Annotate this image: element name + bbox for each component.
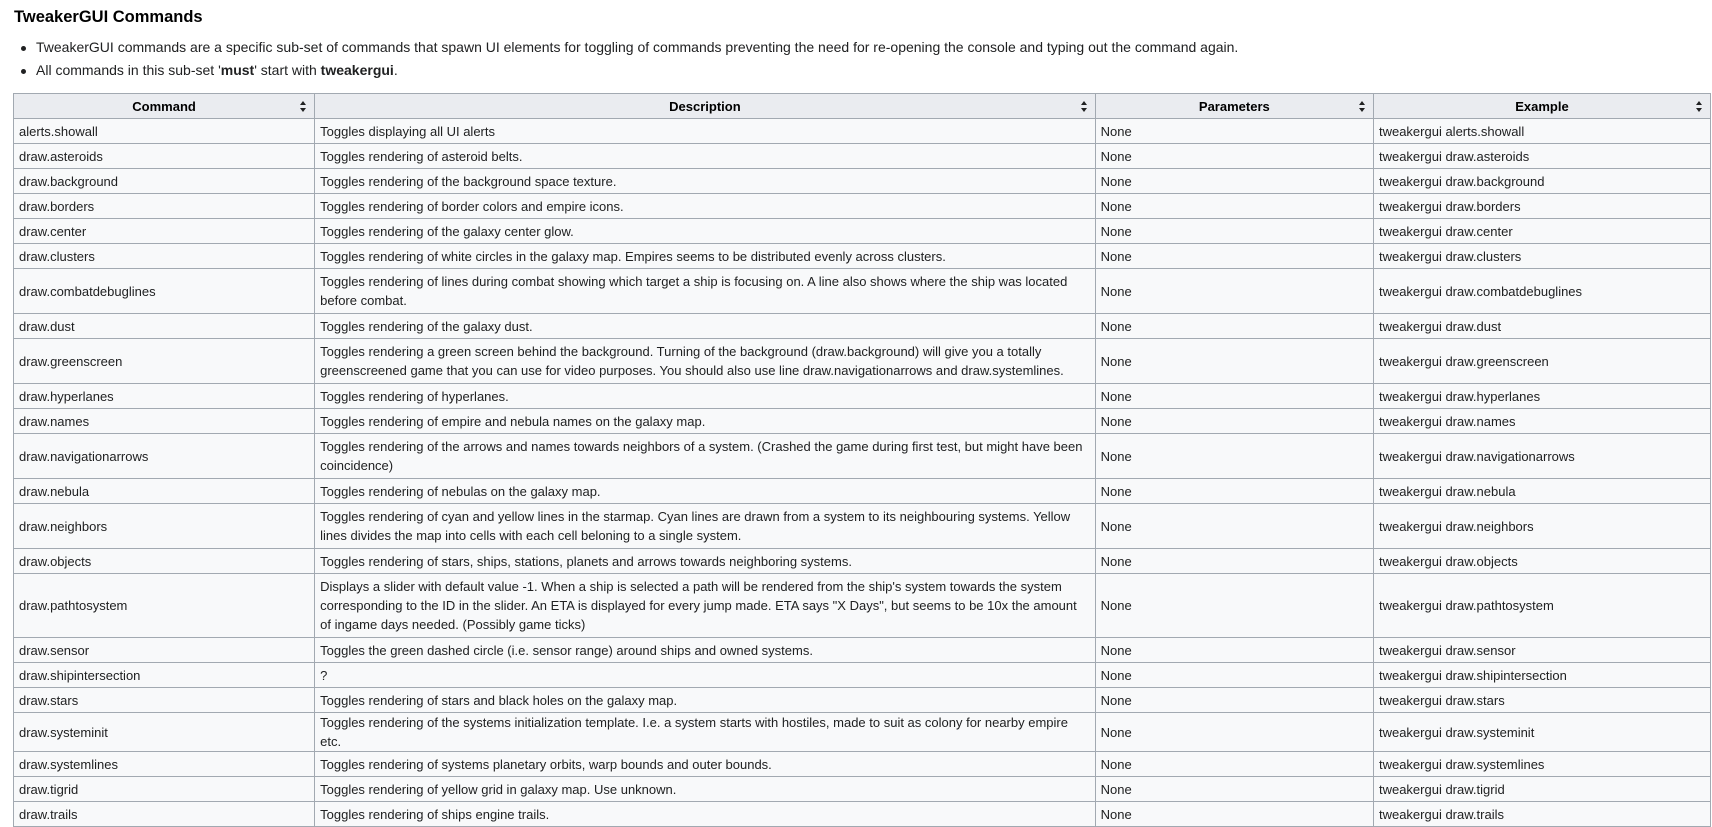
command-cell: draw.systeminit	[14, 713, 315, 752]
column-header-label: Parameters	[1198, 98, 1270, 114]
parameters-cell: None	[1095, 663, 1373, 688]
example-cell: tweakergui draw.systeminit	[1373, 713, 1710, 752]
command-cell: draw.names	[14, 409, 315, 434]
description-cell: Toggles rendering of systems planetary orbits, warp bounds and outer bounds.	[315, 752, 1096, 777]
example-cell: tweakergui draw.sensor	[1373, 638, 1710, 663]
column-header-label: Command	[132, 98, 196, 114]
table-row	[14, 119, 1711, 144]
table-row	[14, 144, 1711, 169]
column-header-label: Example	[1515, 98, 1569, 114]
example-cell: tweakergui draw.clusters	[1373, 244, 1710, 269]
example-cell: tweakergui draw.asteroids	[1373, 144, 1710, 169]
command-cell: draw.neighbors	[14, 504, 315, 549]
parameters-cell: None	[1095, 409, 1373, 434]
table-row	[14, 384, 1711, 409]
parameters-cell: None	[1095, 549, 1373, 574]
command-cell: draw.navigationarrows	[14, 434, 315, 479]
example-cell: tweakergui draw.trails	[1373, 802, 1710, 827]
example-cell: tweakergui draw.objects	[1373, 549, 1710, 574]
example-cell: tweakergui draw.dust	[1373, 314, 1710, 339]
example-cell: tweakergui draw.neighbors	[1373, 504, 1710, 549]
table-row	[14, 169, 1711, 194]
table-row	[14, 663, 1711, 688]
parameters-cell: None	[1095, 688, 1373, 713]
intro-item	[36, 59, 1238, 82]
table-row	[14, 549, 1711, 574]
command-cell: draw.background	[14, 169, 315, 194]
command-cell: draw.hyperlanes	[14, 384, 315, 409]
description-cell: Toggles rendering of lines during combat showing which target a ship is focusing on. A line also shows where the ship was located before combat.	[315, 269, 1096, 314]
command-cell: draw.nebula	[14, 479, 315, 504]
example-cell: tweakergui draw.names	[1373, 409, 1710, 434]
column-header-command[interactable]	[14, 94, 315, 119]
table-body	[14, 119, 1711, 827]
command-cell: draw.asteroids	[14, 144, 315, 169]
bold-text: tweakergui	[320, 62, 394, 78]
sort-icon[interactable]	[1359, 101, 1366, 112]
commands-table	[13, 93, 1711, 827]
parameters-cell: None	[1095, 144, 1373, 169]
table-row	[14, 504, 1711, 549]
table-row	[14, 479, 1711, 504]
table-row	[14, 219, 1711, 244]
description-cell: Toggles rendering of stars, ships, stations, planets and arrows towards neighboring systems.	[315, 549, 1096, 574]
description-cell: Toggles rendering of cyan and yellow lines in the starmap. Cyan lines are drawn from a system to its neighbouring systems. Yellow lines divides the map into cells with each cell beloning to a single system.	[315, 504, 1096, 549]
example-cell: tweakergui draw.nebula	[1373, 479, 1710, 504]
intro-text: .	[393, 62, 398, 78]
description-cell: Toggles rendering of border colors and empire icons.	[315, 194, 1096, 219]
table-row	[14, 574, 1711, 638]
column-header-example[interactable]	[1373, 94, 1710, 119]
command-cell: draw.sensor	[14, 638, 315, 663]
column-header-label: Description	[669, 98, 741, 114]
description-cell: Toggles rendering a green screen behind the background. Turning of the background (draw.background) will give you a totally greenscreened game that you can use for video purposes. You should also use line draw.navigationarrows and draw.systemlines.	[315, 339, 1096, 384]
parameters-cell: None	[1095, 752, 1373, 777]
example-cell: tweakergui draw.combatdebuglines	[1373, 269, 1710, 314]
table-row	[14, 802, 1711, 827]
table-row	[14, 777, 1711, 802]
example-cell: tweakergui draw.borders	[1373, 194, 1710, 219]
parameters-cell: None	[1095, 314, 1373, 339]
command-cell: draw.systemlines	[14, 752, 315, 777]
example-cell: tweakergui draw.tigrid	[1373, 777, 1710, 802]
example-cell: tweakergui alerts.showall	[1373, 119, 1710, 144]
example-cell: tweakergui draw.navigationarrows	[1373, 434, 1710, 479]
parameters-cell: None	[1095, 119, 1373, 144]
intro-list	[14, 36, 1238, 82]
parameters-cell: None	[1095, 713, 1373, 752]
command-cell: draw.clusters	[14, 244, 315, 269]
intro-text: TweakerGUI commands are a specific sub-set of commands that spawn UI elements for toggling of commands preventing the need for re-opening the console and typing out the command again.	[36, 39, 1239, 55]
parameters-cell: None	[1095, 244, 1373, 269]
parameters-cell: None	[1095, 434, 1373, 479]
table-row	[14, 269, 1711, 314]
description-cell: Toggles rendering of the arrows and names towards neighbors of a system. (Crashed the game during first test, but might have been coincidence)	[315, 434, 1096, 479]
parameters-cell: None	[1095, 479, 1373, 504]
command-cell: draw.tigrid	[14, 777, 315, 802]
intro-text: All commands in this sub-set '	[36, 62, 221, 78]
parameters-cell: None	[1095, 384, 1373, 409]
sort-icon[interactable]	[1081, 101, 1088, 112]
command-cell: draw.center	[14, 219, 315, 244]
example-cell: tweakergui draw.stars	[1373, 688, 1710, 713]
command-cell: draw.dust	[14, 314, 315, 339]
parameters-cell: None	[1095, 339, 1373, 384]
table-row	[14, 434, 1711, 479]
description-cell: Toggles rendering of nebulas on the galaxy map.	[315, 479, 1096, 504]
table-row	[14, 752, 1711, 777]
description-cell: Toggles rendering of the background space texture.	[315, 169, 1096, 194]
description-cell: Toggles rendering of yellow grid in galaxy map. Use unknown.	[315, 777, 1096, 802]
description-cell: Displays a slider with default value -1. When a ship is selected a path will be rendered from the ship's system towards the system corresponding to the ID in the slider. An ETA is displayed for every jump made. ETA says "X Days", but seems to be 10x the amount of ingame days needed. (Possibly game ticks)	[315, 574, 1096, 638]
command-cell: draw.greenscreen	[14, 339, 315, 384]
parameters-cell: None	[1095, 574, 1373, 638]
description-cell: Toggles rendering of the systems initialization template. I.e. a system starts with hostiles, made to suit as colony for nearby empire etc.	[315, 713, 1096, 752]
table-row	[14, 409, 1711, 434]
description-cell: Toggles rendering of the galaxy dust.	[315, 314, 1096, 339]
table-row	[14, 339, 1711, 384]
example-cell: tweakergui draw.pathtosystem	[1373, 574, 1710, 638]
parameters-cell: None	[1095, 802, 1373, 827]
command-cell: draw.stars	[14, 688, 315, 713]
description-cell: Toggles rendering of empire and nebula names on the galaxy map.	[315, 409, 1096, 434]
description-cell: Toggles rendering of white circles in the galaxy map. Empires seems to be distributed evenly across clusters.	[315, 244, 1096, 269]
command-cell: draw.combatdebuglines	[14, 269, 315, 314]
command-cell: draw.objects	[14, 549, 315, 574]
table-row	[14, 194, 1711, 219]
example-cell: tweakergui draw.center	[1373, 219, 1710, 244]
sort-icon[interactable]	[1696, 101, 1703, 112]
parameters-cell: None	[1095, 194, 1373, 219]
command-cell: draw.trails	[14, 802, 315, 827]
parameters-cell: None	[1095, 777, 1373, 802]
description-cell: Toggles rendering of the galaxy center glow.	[315, 219, 1096, 244]
parameters-cell: None	[1095, 638, 1373, 663]
description-cell: Toggles rendering of ships engine trails.	[315, 802, 1096, 827]
command-cell: draw.borders	[14, 194, 315, 219]
sort-icon[interactable]	[300, 101, 307, 112]
parameters-cell: None	[1095, 169, 1373, 194]
example-cell: tweakergui draw.shipintersection	[1373, 663, 1710, 688]
example-cell: tweakergui draw.systemlines	[1373, 752, 1710, 777]
description-cell: Toggles displaying all UI alerts	[315, 119, 1096, 144]
table-header-row	[14, 94, 1711, 119]
description-cell: Toggles the green dashed circle (i.e. sensor range) around ships and owned systems.	[315, 638, 1096, 663]
parameters-cell: None	[1095, 504, 1373, 549]
table-row	[14, 314, 1711, 339]
column-header-parameters[interactable]	[1095, 94, 1373, 119]
section-title: TweakerGUI Commands	[14, 8, 203, 26]
parameters-cell: None	[1095, 269, 1373, 314]
command-cell: draw.shipintersection	[14, 663, 315, 688]
example-cell: tweakergui draw.greenscreen	[1373, 339, 1710, 384]
intro-text: ' start with	[254, 62, 321, 78]
description-cell: ?	[315, 663, 1096, 688]
parameters-cell: None	[1095, 219, 1373, 244]
command-cell: draw.pathtosystem	[14, 574, 315, 638]
bold-text: must	[220, 62, 255, 78]
intro-item	[36, 36, 1238, 59]
example-cell: tweakergui draw.background	[1373, 169, 1710, 194]
table-row	[14, 244, 1711, 269]
description-cell: Toggles rendering of stars and black holes on the galaxy map.	[315, 688, 1096, 713]
column-header-description[interactable]	[315, 94, 1096, 119]
description-cell: Toggles rendering of hyperlanes.	[315, 384, 1096, 409]
description-cell: Toggles rendering of asteroid belts.	[315, 144, 1096, 169]
table-row	[14, 688, 1711, 713]
example-cell: tweakergui draw.hyperlanes	[1373, 384, 1710, 409]
table-row	[14, 638, 1711, 663]
command-cell: alerts.showall	[14, 119, 315, 144]
table-row	[14, 713, 1711, 752]
